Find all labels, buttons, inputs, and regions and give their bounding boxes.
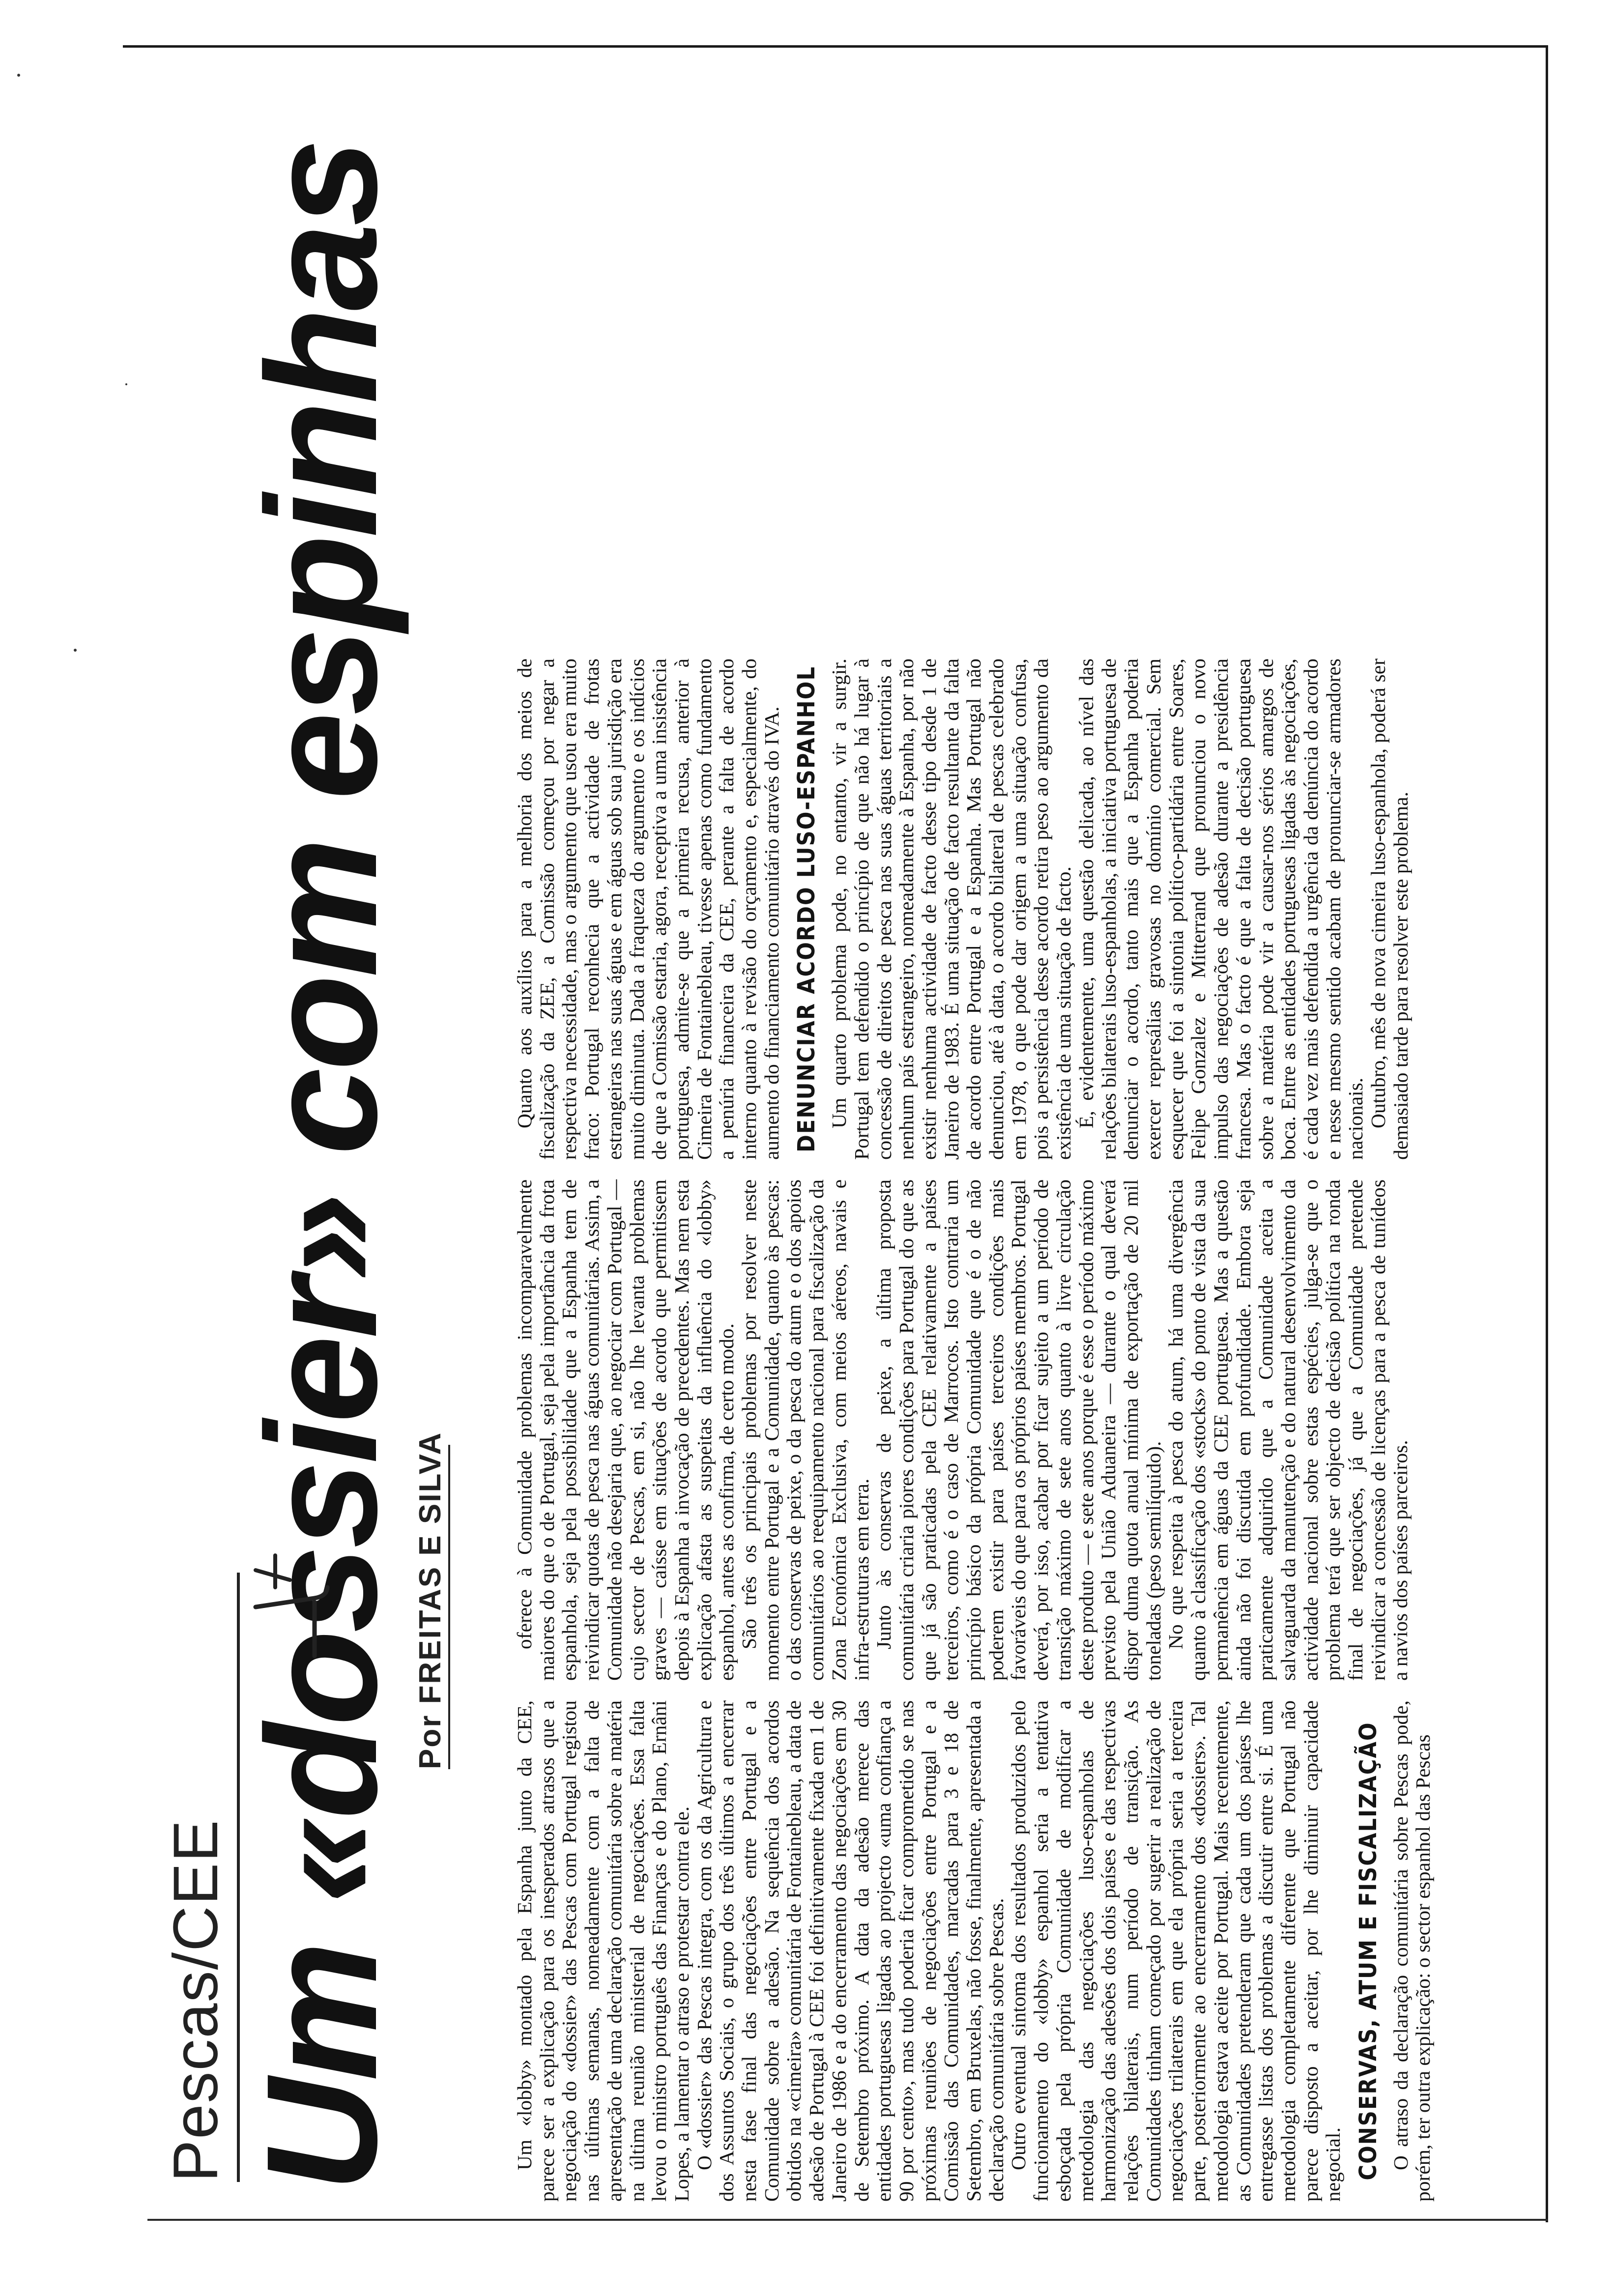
paragraph: O «dossier» das Pescas integra, com os da Agricultura e dos Assuntos Sociais, o grupo dos três últimos a encerrar nesta fase final das negociações entre Portugal e a Comunidade sobre a adesão. Na sequência dos acordos obtidos na «cimeira» comunitária de Fontainebleau, a data de adesão de Portugal à CEE foi definitivamente fixada em 1 de Janeiro de 1986 e a do encerramento das negociações em 30 de Setembro próximo. A data da adesão merece das entidades portuguesas ligadas ao projecto «uma confiança a 90 por cento», mas tudo poderia ficar comprometido se nas próximas reuniões de negociações entre Portugal e a Comissão das Comunidades, marcadas para 3 e 18 de Setembro, em Bruxelas, não fosse, finalmente, apresentada a declaração comunitária sobre Pescas. (692, 1700, 1008, 2202)
column-3 (514, 659, 1412, 1160)
paragraph: Um «lobby» montado pela Espanha junto da CEE, parece ser a explicação para os inesperados atrasos que a negociação do «dossier» das Pescas com Portugal registou nas últimas semanas, nomeadamente com a falta de apresentação de uma declaração comunitária sobre a matéria na última reunião ministerial de negociações. Essa falta levou o ministro português das Finanças e do Plano, Ernâni Lopes, a lamentar o atraso e protestar contra ele. (513, 1700, 693, 2202)
paragraph: O atraso da declaração comunitária sobre Pescas pode, porém, ter outra explicação: o sector espanhol das Pescas (1389, 1700, 1435, 2202)
paragraph: oferece à Comunidade problemas incomparavelmente maiores do que o de Portugal, seja pela importância da frota espanhola, seja pela possibilidade que a Espanha tem de reivindicar quotas de pesca nas águas comunitárias. Assim, a Comunidade não desejaria que, ao negociar com Portugal — cujo sector de Pescas, em si, não lhe levanta problemas graves — caísse em situações de acordo que permitissem depois à Espanha a invocação de precedentes. Mas nem esta explicação afasta as suspeitas da influência do «lobby» espanhol, antes as confirma, de certo modo. (513, 1179, 738, 1681)
column-2 (514, 1179, 1412, 1681)
scan-speck (74, 649, 77, 652)
paragraph: É, evidentemente, uma questão delicada, ao nível das relações bilaterais luso-espanholas, a iniciativa portuguesa de denunciar o acordo, tanto mais que a Espanha poderia exercer represálias gravosas no domínio comercial. Sem esquecer que foi a sintonia político-partidária entre Soares, Felipe Gonzalez e Mitterrand que pronunciou o novo impulso das negociações de adesão durante a presidência francesa. Mas o facto é que a falta de decisão portuguesa sobre a matéria pode vir a causar-nos sérios amargos de boca. Entre as entidades portuguesas ligadas às negociações, é cada vez mais defendida a urgência da denúncia do acordo e nesse mesmo sentido acabam de pronunciar-se armadores nacionais. (1074, 659, 1367, 1160)
paragraph: No que respeita à pesca do atum, há uma divergência quanto à classificação dos «stocks» do ponto de vista da sua permanência em águas da CEE portuguesa. Mas a questão ainda não foi discutida em profundidade. Embora seja praticamente adquirido que a Comunidade aceita a salvaguarda da manutenção e do natural desenvolvimento da actividade nacional sobre estas espécies, julga-se que o problema terá que ser objecto de decisão política na ronda final de negociações, já que a Comunidade pretende reivindicar a concessão de licenças para a pesca de tunídeos a navios dos países parceiros. (1164, 1179, 1412, 1681)
byline: Por FREITAS E SILVA (413, 1431, 447, 1769)
frame-line-bottom (147, 2219, 1548, 2221)
frame-line-top (123, 45, 1548, 48)
scan-speck (17, 74, 20, 77)
subheading: CONSERVAS, ATUM E FISCALIZAÇÃO (1354, 1722, 1382, 2181)
article (147, 59, 1533, 2211)
frame-line-right (1546, 45, 1548, 2222)
subheading: DENUNCIAR ACORDO LUSO-ESPANHOL (793, 665, 821, 1153)
paragraph: São três os principais problemas por resolver neste momento entre Portugal e a Comunidade, quanto às pescas: o das conservas de peixe, o da pesca do atum e o dos apoios comunitários ao reequipamento nacional para fiscalização da Zona Económica Exclusiva, com meios aéreos, navais e infra-estruturas em terra. (738, 1179, 873, 1681)
column-1 (514, 1700, 1435, 2202)
paragraph: Junto às conservas de peixe, a última proposta comunitária criaria piores condições para Portugal do que as que já são praticadas pela CEE relativamente a países terceiros, como é o caso de Marrocos. Isto contraria um princípio básico da própria Comunidade que é o de não poderem existir para países terceiros condições mais favoráveis do que para os próprios países membros. Portugal deverá, por isso, acabar por ficar sujeito a um período de transição máximo de sete anos quanto à livre circulação deste produto — e sete anos porque é esse o período máximo previsto pela União Aduaneira — durante o qual deverá dispor duma quota anual mínima de exportação de 20 mil toneladas (peso semilíquido). (872, 1179, 1165, 1681)
paragraph: Um quarto problema pode, no entanto, vir a surgir. Portugal tem defendido o princípio de que não há lugar à concessão de direitos de pesca nas suas águas territoriais a nenhum país estrangeiro, nomeadamente à Espanha, por não existir nenhuma actividade de facto desse tipo desde 1 de Janeiro de 1983. É uma situação de facto resultante da falta de acordo entre Portugal e a Espanha. Mas Portugal não denunciou, até à data, o acordo bilateral de pescas celebrado em 1978, o que pode dar origem a uma situação confusa, pois a persistência desse acordo retira peso ao argumento da existência de uma situação de facto. (828, 659, 1075, 1160)
paragraph: Outro eventual sintoma dos resultados produzidos pelo funcionamento do «lobby» espanhol seria a tentativa esboçada pela própria Comunidade de modificar a metodologia das negociações luso-espanholas de harmonização das adesões dos dois países e das respectivas relações bilaterais, num período de transição. As Comunidades tinham começado por sugerir a realização de negociações trilaterais em que ela própria seria a terceira parte, posteriormente ao encerramento dos «dossiers». Tal metodologia estava aceite por Portugal. Mais recentemente, as Comunidades pretenderam que cada um dos países lhe entregasse listas dos problemas a discutir entre si. É uma metodologia completamente diferente que Portugal não parece disposto a aceitar, por lhe diminuir capacidade negocial. (1007, 1700, 1345, 2202)
byline-underline (448, 1445, 450, 1769)
handwritten-mark (241, 1533, 354, 1661)
paragraph: Quanto aos auxílios para a melhoria dos meios de fiscalização da ZEE, a Comissão começou por negar a respectiva necessidade, mas o argumento que usou era muito fraco: Portugal reconhecia que a actividade de frotas estrangeiras nas suas águas e em águas sob sua jurisdição era muito diminuta. Dada a fraqueza do argumento e os indícios de que a Comissão estaria, agora, receptiva a uma insistência portuguesa, admite-se que a primeira recusa, anterior à Cimeira de Fontainebleau, tivesse apenas como fundamento a penúria financeira da CEE, perante a falta de acordo interno quanto à revisão do orçamento e, especialmente, do aumento do financiamento comunitário através do IVA. (513, 659, 783, 1160)
scan-speck (125, 383, 127, 385)
paragraph: Outubro, mês de nova cimeira luso-espanhola, poderá ser demasiado tarde para resolver este problema. (1367, 659, 1412, 1160)
section-kicker: Pescas/CEE (161, 1819, 231, 2182)
headline: Um «dossier» com espinhas (233, 142, 409, 2192)
